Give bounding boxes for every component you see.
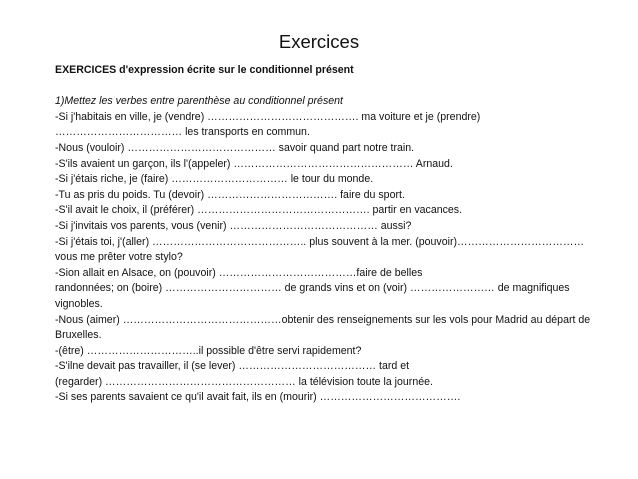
exercise-line: -Tu as pris du poids. Tu (devoir) ………………………………. faire du sport. xyxy=(55,188,405,201)
exercise-line: -Si j'habitais en ville, je (vendre) ……………………………………. ma voiture et je (prendre) xyxy=(55,110,481,123)
exercise-line: -S'ilne devait pas travailler, il (se lever) ………………………………… tard et xyxy=(55,360,410,373)
exercise-content xyxy=(55,63,615,406)
exercise-line: -Si j'invitais vos parents, vous (venir) …………………………………… aussi? xyxy=(55,219,412,232)
exercise-line: (regarder) ……………………………………………… la télévision toute la journée. xyxy=(55,375,433,388)
blank-line xyxy=(55,79,615,95)
exercise-line: -Nous (aimer) ………………………………………obtenir des renseignements sur les vols pour Madrid au départ de xyxy=(55,313,591,326)
exercise-line: Bruxelles. xyxy=(55,329,102,342)
exercise-line: -Nous (vouloir) …………………………………… savoir quand part notre train. xyxy=(55,141,415,154)
exercise-line: -S'ils avaient un garçon, ils l'(appeler) …………………………………………… Arnaud. xyxy=(55,157,453,170)
exercise-line: -Si ses parents savaient ce qu'il avait fait, ils en (mourir) …………………………………. xyxy=(55,391,461,404)
exercise-instruction: 1)Mettez les verbes entre parenthèse au conditionnel présent xyxy=(55,95,343,108)
exercise-line: -Si j'étais toi, j'(aller) …………………………………….. plus souvent à la mer. (pouvoir)……………………………… xyxy=(55,235,585,248)
page-title: Exercices xyxy=(278,31,360,52)
exercise-line: ……………………………… les transports en commun. xyxy=(55,126,310,139)
exercise-line: randonnées; on (boire) …………………………… de grands vins et on (voir) …………………… de magnifiques xyxy=(55,282,570,295)
exercise-subtitle: EXERCICES d'expression écrite sur le conditionnel présent xyxy=(55,64,354,76)
exercise-line: -S'il avait le choix, il (préférer) …………………………………………. partir en vacances. xyxy=(55,204,463,217)
exercise-line: -(être) …………………………..il possible d'être servi rapidement? xyxy=(55,344,362,357)
exercise-line: -Sion allait en Alsace, on (pouvoir) …………………………………faire de belles xyxy=(55,266,423,279)
exercise-line: -Si j'étais riche, je (faire) …………………………… le tour du monde. xyxy=(55,173,374,186)
exercise-line: vignobles. xyxy=(55,297,103,310)
exercise-line: vous me prêter votre stylo? xyxy=(55,251,183,264)
